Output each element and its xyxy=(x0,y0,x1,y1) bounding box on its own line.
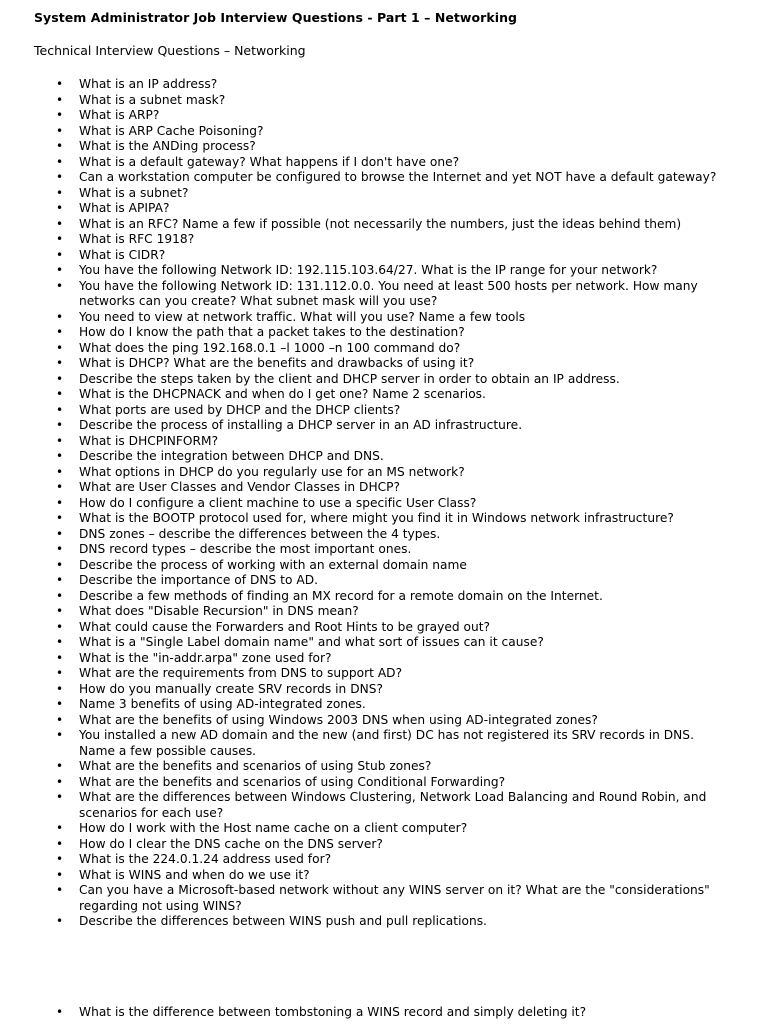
question-text: What is DHCPINFORM? xyxy=(79,433,219,448)
question-text: What is the "in-addr.arpa" zone used for? xyxy=(79,650,332,665)
question-item xyxy=(0,341,768,357)
question-text: What could cause the Forwarders and Root Hints to be grayed out? xyxy=(79,619,491,634)
bullet-icon: • xyxy=(56,635,64,649)
question-item xyxy=(0,620,768,636)
question-text: How do I know the path that a packet takes to the destination? xyxy=(79,325,465,339)
question-text: What are the benefits and scenarios of using Conditional Forwarding? xyxy=(79,774,506,789)
bullet-icon: • xyxy=(56,712,64,727)
question-item xyxy=(0,542,768,558)
bullet-icon: • xyxy=(56,92,64,107)
question-text: What is an RFC? Name a few if possible (not necessarily the numbers, just the ideas behind them) xyxy=(79,216,682,231)
question-text: Describe the steps taken by the client and DHCP server in order to obtain an IP address. xyxy=(79,371,620,386)
bullet-icon: • xyxy=(56,247,64,262)
question-item xyxy=(0,1005,768,1021)
question-text: You installed a new AD domain and the new (and first) DC has not registered its SRV records in DNS. Name a few possible causes. xyxy=(79,728,694,758)
question-item xyxy=(0,914,768,930)
document-title: System Administrator Job Interview Questions - Part 1 – Networking xyxy=(34,10,518,25)
question-text: How do I clear the DNS cache on the DNS server? xyxy=(79,836,383,851)
question-item xyxy=(0,418,768,434)
bullet-icon: • xyxy=(56,697,64,711)
bullet-icon: • xyxy=(56,433,64,448)
question-item xyxy=(0,558,768,574)
bullet-icon: • xyxy=(56,216,64,231)
question-text: What is a "Single Label domain name" and what sort of issues can it cause? xyxy=(79,635,544,649)
question-text: What are the benefits of using Windows 2003 DNS when using AD-integrated zones? xyxy=(79,712,598,727)
question-text: What ports are used by DHCP and the DHCP clients? xyxy=(79,402,401,417)
bullet-icon: • xyxy=(56,464,64,479)
question-item xyxy=(0,77,768,93)
question-text: DNS record types – describe the most important ones. xyxy=(79,542,412,556)
question-text: What is ARP Cache Poisoning? xyxy=(79,123,264,138)
question-item xyxy=(0,372,768,388)
bullet-icon: • xyxy=(56,681,64,696)
question-text: What is the DHCPNACK and when do I get one? Name 2 scenarios. xyxy=(79,387,486,401)
bullet-icon: • xyxy=(56,542,64,556)
bullet-icon: • xyxy=(56,573,64,587)
question-item xyxy=(0,263,768,279)
question-text: What is the ANDing process? xyxy=(79,139,256,153)
bullet-icon: • xyxy=(56,185,64,200)
question-text: What is APIPA? xyxy=(79,201,170,215)
question-item xyxy=(0,124,768,140)
question-item xyxy=(0,651,768,667)
bullet-icon: • xyxy=(56,263,64,277)
question-item xyxy=(0,682,768,698)
bullet-icon: • xyxy=(56,526,64,541)
question-item xyxy=(0,93,768,109)
question-item xyxy=(0,697,768,713)
question-text: What does "Disable Recursion" in DNS mean? xyxy=(79,604,359,618)
question-text: What is ARP? xyxy=(79,108,160,122)
bullet-icon: • xyxy=(56,278,64,293)
question-text: How do I configure a client machine to use a specific User Class? xyxy=(79,495,477,510)
question-text: What are the requirements from DNS to support AD? xyxy=(79,666,403,680)
bullet-icon: • xyxy=(56,480,64,494)
bullet-icon: • xyxy=(56,170,64,184)
bullet-icon: • xyxy=(56,387,64,401)
question-item xyxy=(0,279,768,310)
question-item xyxy=(0,480,768,496)
question-item xyxy=(0,511,768,527)
question-text: What is an IP address? xyxy=(79,77,218,91)
question-text: Describe the process of working with an external domain name xyxy=(79,557,467,572)
question-item xyxy=(0,186,768,202)
bullet-icon: • xyxy=(56,511,64,525)
question-item xyxy=(0,837,768,853)
bullet-icon: • xyxy=(56,774,64,789)
question-item xyxy=(0,635,768,651)
bullet-icon: • xyxy=(56,495,64,510)
question-text: Can a workstation computer be configured to browse the Internet and yet NOT have a default gateway? xyxy=(79,170,717,184)
bullet-icon: • xyxy=(56,371,64,386)
question-item xyxy=(0,573,768,589)
bullet-icon: • xyxy=(56,402,64,417)
bullet-icon: • xyxy=(56,867,64,882)
question-item xyxy=(0,604,768,620)
question-item xyxy=(0,713,768,729)
question-item xyxy=(0,589,768,605)
bullet-icon: • xyxy=(56,123,64,138)
question-item xyxy=(0,155,768,171)
question-item xyxy=(0,356,768,372)
question-text: How do you manually create SRV records in DNS? xyxy=(79,681,383,696)
question-item xyxy=(0,232,768,248)
question-item xyxy=(0,248,768,264)
bullet-icon: • xyxy=(56,759,64,773)
question-item xyxy=(0,868,768,884)
bullet-icon: • xyxy=(56,588,64,603)
bullet-icon: • xyxy=(56,139,64,153)
question-text: What are the differences between Windows Clustering, Network Load Balancing and Round Robin, and scenarios for each use? xyxy=(79,790,707,820)
question-text: You have the following Network ID: 131.112.0.0. You need at least 500 hosts per network. How many networks can you create? What subnet mask will you use? xyxy=(79,278,698,308)
question-text: Describe the differences between WINS push and pull replications. xyxy=(79,914,487,928)
question-item xyxy=(0,449,768,465)
question-item xyxy=(0,666,768,682)
question-item xyxy=(0,170,768,186)
question-text: What is CIDR? xyxy=(79,247,166,262)
bullet-icon: • xyxy=(56,108,64,122)
bullet-icon: • xyxy=(56,418,64,432)
question-text: What are the benefits and scenarios of using Stub zones? xyxy=(79,759,432,773)
question-item xyxy=(0,821,768,837)
question-text: What does the ping 192.168.0.1 –l 1000 –n 100 command do? xyxy=(79,340,461,355)
bullet-icon: • xyxy=(56,666,64,680)
bullet-icon: • xyxy=(56,790,64,804)
bullet-icon: • xyxy=(56,309,64,324)
bullet-icon: • xyxy=(56,340,64,355)
bullet-icon: • xyxy=(56,821,64,835)
question-item xyxy=(0,759,768,775)
question-text: Name 3 benefits of using AD-integrated zones. xyxy=(79,697,366,711)
question-text: What are User Classes and Vendor Classes in DHCP? xyxy=(79,480,401,494)
question-list xyxy=(0,77,768,930)
question-item xyxy=(0,403,768,419)
question-text: What is RFC 1918? xyxy=(79,232,195,246)
bullet-icon: • xyxy=(56,201,64,215)
question-text: What is the 224.0.1.24 address used for? xyxy=(79,852,332,866)
question-item xyxy=(0,217,768,233)
question-item xyxy=(0,325,768,341)
question-item xyxy=(0,790,768,821)
question-text: What is a subnet? xyxy=(79,185,189,200)
question-text: What is a subnet mask? xyxy=(79,92,226,107)
question-text: What is the difference between tombstoning a WINS record and simply deleting it? xyxy=(79,1005,587,1019)
bullet-icon: • xyxy=(56,232,64,246)
question-text: DNS zones – describe the differences between the 4 types. xyxy=(79,526,441,541)
section-subtitle: Technical Interview Questions – Networking xyxy=(34,43,306,58)
question-text: How do I work with the Host name cache on a client computer? xyxy=(79,821,468,835)
question-item xyxy=(0,387,768,403)
bullet-icon: • xyxy=(56,356,64,370)
bullet-icon: • xyxy=(56,619,64,634)
question-item xyxy=(0,496,768,512)
question-text: You have the following Network ID: 192.115.103.64/27. What is the IP range for your network? xyxy=(79,263,658,277)
question-item xyxy=(0,527,768,543)
question-text: Can you have a Microsoft-based network without any WINS server on it? What are the "considerations" regarding not using WINS? xyxy=(79,883,710,913)
bullet-icon: • xyxy=(56,650,64,665)
bullet-icon: • xyxy=(56,852,64,866)
question-text: Describe a few methods of finding an MX record for a remote domain on the Internet. xyxy=(79,588,603,603)
bullet-icon: • xyxy=(56,449,64,463)
question-item xyxy=(0,775,768,791)
question-text: Describe the process of installing a DHCP server in an AD infrastructure. xyxy=(79,418,523,432)
question-item xyxy=(0,310,768,326)
question-item xyxy=(0,728,768,759)
bullet-icon: • xyxy=(56,604,64,618)
question-text: Describe the integration between DHCP and DNS. xyxy=(79,449,384,463)
question-item xyxy=(0,139,768,155)
question-item xyxy=(0,434,768,450)
question-list-continued xyxy=(0,1005,768,1021)
bullet-icon: • xyxy=(56,154,64,169)
question-text: Describe the importance of DNS to AD. xyxy=(79,573,318,587)
bullet-icon: • xyxy=(56,914,64,928)
question-text: What is the BOOTP protocol used for, where might you find it in Windows network infrastructure? xyxy=(79,511,674,525)
bullet-icon: • xyxy=(56,883,64,897)
bullet-icon: • xyxy=(56,1005,64,1019)
question-text: What is a default gateway? What happens if I don't have one? xyxy=(79,154,460,169)
question-text: What is WINS and when do we use it? xyxy=(79,867,310,882)
question-text: What options in DHCP do you regularly use for an MS network? xyxy=(79,464,465,479)
bullet-icon: • xyxy=(56,77,64,91)
question-text: What is DHCP? What are the benefits and drawbacks of using it? xyxy=(79,356,475,370)
bullet-icon: • xyxy=(56,325,64,339)
question-item xyxy=(0,108,768,124)
question-item xyxy=(0,465,768,481)
question-text: You need to view at network traffic. What will you use? Name a few tools xyxy=(79,309,526,324)
bullet-icon: • xyxy=(56,836,64,851)
question-item xyxy=(0,201,768,217)
question-item xyxy=(0,883,768,914)
question-item xyxy=(0,852,768,868)
bullet-icon: • xyxy=(56,557,64,572)
bullet-icon: • xyxy=(56,728,64,742)
